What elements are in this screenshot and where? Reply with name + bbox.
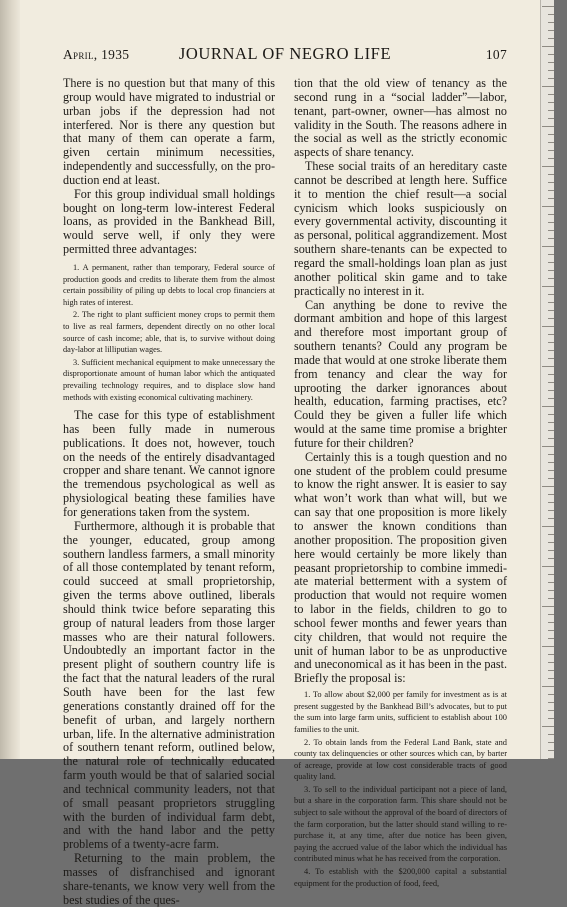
ruler-tick (548, 614, 554, 615)
ruler-tick (548, 310, 554, 311)
ruler-tick (542, 86, 554, 87)
ruler-tick (548, 230, 554, 231)
book-gutter (0, 0, 20, 759)
list-item: 2. The right to plant sufficient money crops to permit them to live as real farmers, dependent directly on no other local source of cash income; able, that is, to survive without doing day-labor at lilliputian wages. (63, 310, 275, 355)
ruler-tick (548, 734, 554, 735)
paragraph: Furthermore, although it is probable that the younger, educated, group among southern landless farmers, a small minority of all those contemplated by tenant reform, could succeed at small proprietorship, given the terms above outlined, liberals should think twice before separating this group of natural leaders from those larger masses who are their natural followers. Undoubtedly an important factor in the present plight of southern country life is the fact that the natural leaders of the rural South have been for the last few generations constantly drained off for the benefit of urban, and largely northern urban, life. In the alternative administration of southern tenant reform, outlined below, the natural role of technically educated farm youth would be that of salaried social and technical community leaders, not that of small peasant proprietors struggling with the burden of individual farm debt, and with the hand labor and the petty problems of a twenty-acre farm. (63, 518, 275, 852)
ruler-tick (542, 326, 554, 327)
ruler-tick (548, 150, 554, 151)
ruler-tick (548, 414, 554, 415)
ruler-tick (548, 742, 554, 743)
ruler-tick (542, 46, 554, 47)
ruler-tick (548, 502, 554, 503)
ruler-tick (548, 462, 554, 463)
ruler-tick (542, 126, 554, 127)
ruler-tick (548, 558, 554, 559)
ruler-tick (548, 62, 554, 63)
ruler-tick (548, 174, 554, 175)
ruler-tick (548, 710, 554, 711)
ruler-tick (548, 510, 554, 511)
ruler-tick (548, 382, 554, 383)
numbered-list (63, 262, 275, 403)
ruler-tick (542, 166, 554, 167)
ruler-tick (548, 638, 554, 639)
ruler-tick (548, 750, 554, 751)
paragraph: For this group individual small holdings bought on long-term low-interest Federal loans, as provided in the Bankhead Bill, would serve well, if only they were permitted three advantages: (63, 186, 275, 257)
ruler-tick (548, 494, 554, 495)
ruler-tick (548, 54, 554, 55)
ruler-tick (548, 102, 554, 103)
ruler-tick (548, 38, 554, 39)
ruler-tick (542, 446, 554, 447)
ruler-tick (548, 550, 554, 551)
paragraph: There is no question but that many of this group would have migrated to industrial or urban jobs if the depression had not interfered. Nor is there any question but that many of them can operate a farm, given certain minimum necessities, independently and successfully, on the production end at least. (63, 76, 275, 187)
paragraph: Returning to the main problem, the masses of disfranchised and ignorant share-tenants, we know very well from the best studies of the ques- (63, 851, 275, 907)
ruler-tick (548, 78, 554, 79)
ruler-tick (548, 318, 554, 319)
ruler-tick (542, 6, 554, 7)
ruler-tick (548, 342, 554, 343)
list-item: 2. To obtain lands from the Federal Land Bank, state and county tax delinquencies or other sources which can, by barter of acreage, provide at low cost considerable tracts of good quality land. (294, 737, 507, 782)
ruler-tick (548, 22, 554, 23)
journal-title: JOURNAL OF NEGRO LIFE (178, 44, 392, 63)
ruler-tick (548, 110, 554, 111)
ruler-tick (548, 254, 554, 255)
ruler-tick (542, 366, 554, 367)
ruler-tick (548, 158, 554, 159)
ruler-tick (542, 526, 554, 527)
ruler-tick (548, 30, 554, 31)
ruler-tick (548, 374, 554, 375)
running-header (63, 44, 507, 65)
list-item: 3. To sell to the individual participant not a piece of land, but a share in the corporation farm. This share should not be subject to sale without the approval of the board of directors of the farm corporation, but the latter should stand willing to repurchase it, at any time, after due notice has been given, paying the accrued value of the labor which the individual has contributed minus what he has received from the corporation. (294, 784, 507, 864)
ruler-tick (548, 518, 554, 519)
ruler-tick (548, 222, 554, 223)
ruler-tick (542, 486, 554, 487)
ruler-tick (542, 406, 554, 407)
ruler-tick (542, 646, 554, 647)
ruler-tick (548, 182, 554, 183)
ruler-tick (548, 678, 554, 679)
ruler-tick (542, 206, 554, 207)
scan-ruler (540, 0, 554, 759)
right-column (294, 77, 507, 895)
paragraph: The case for this type of establishment has been fully made in numerous publications. It does not, however, touch on the needs of the entirely disadvantaged cropper and share tenant. We cannot ignore the tremendous psychological as well as physiological beating these families have for generations taken from the system. (63, 408, 275, 519)
list-item: 1. A permanent, rather than temporary, Federal source of production goods and credits to liberate them from the almost certain possibility of piling up debts to local crop financiers at high rates of interest. (63, 262, 275, 307)
ruler-tick (548, 270, 554, 271)
ruler-tick (548, 430, 554, 431)
ruler-tick (548, 454, 554, 455)
ruler-tick (548, 590, 554, 591)
proposal-list (294, 689, 507, 889)
ruler-tick (548, 654, 554, 655)
ruler-tick (548, 142, 554, 143)
list-item: 1. To allow about $2,000 per family for investment as is at present suggested by the Bankhead Bill’s advocates, but to put the sum into large farm units, sufficient to establish about 100 families to the unit. (294, 690, 507, 734)
ruler-tick (548, 542, 554, 543)
ruler-tick (548, 358, 554, 359)
ruler-tick (548, 398, 554, 399)
ruler-tick (548, 718, 554, 719)
ruler-tick (548, 14, 554, 15)
ruler-tick (548, 478, 554, 479)
ruler-tick (548, 134, 554, 135)
ruler-tick (548, 694, 554, 695)
ruler-tick (548, 390, 554, 391)
paragraph: Can anything be done to revive the dormant ambition and hope of this largest and therefore most important group of southern tenants? Could any program be made that would at one stroke liberate them from tenancy and clear the way for uprooting the darker ignorances about health, education, farming practises, etc? Could they be given a fuller life which would at the same time promise a brighter future for their children? (294, 297, 507, 450)
ruler-tick (548, 238, 554, 239)
ruler-tick (548, 438, 554, 439)
paragraph: These social traits of an hereditary caste cannot be described at length here. Suffice it to mention the chief result—a social cynicism which looks suspiciously on every governmental activity, discounting it as personal, political aggrandizement. Most southern share-tenants can be expected to regard the small-holdings loan plan as just another political skin game and to take practically no interest in it. (294, 159, 507, 298)
left-column (63, 77, 275, 907)
ruler-tick (548, 422, 554, 423)
ruler-tick (548, 302, 554, 303)
list-item: 4. To establish with the $200,000 capital a substantial equipment for the production of food, feed, (294, 867, 507, 888)
ruler-tick (548, 470, 554, 471)
ruler-tick (548, 758, 554, 759)
ruler-tick (548, 278, 554, 279)
ruler-tick (542, 686, 554, 687)
ruler-tick (548, 334, 554, 335)
ruler-tick (548, 118, 554, 119)
ruler-tick (548, 214, 554, 215)
list-item: 3. Sufficient mechanical equipment to make unnecessary the disproportionate amount of human labor which the antiquated prevailing technology requires, and to displace slow hand methods with existing economical cultivating machinery. (63, 357, 275, 402)
ruler-tick (548, 598, 554, 599)
ruler-tick (542, 286, 554, 287)
ruler-tick (542, 246, 554, 247)
page-number: 107 (485, 47, 507, 62)
ruler-tick (548, 190, 554, 191)
ruler-tick (548, 630, 554, 631)
ruler-tick (548, 670, 554, 671)
ruler-tick (548, 94, 554, 95)
ruler-tick (548, 350, 554, 351)
ruler-tick (548, 582, 554, 583)
ruler-tick (548, 574, 554, 575)
ruler-tick (548, 262, 554, 263)
paragraph: Certainly this is a tough question and no one student of the problem could presume to know the right answer. It is easier to say what won’t work than what will, but we can say that one proposition is more likely to answer the known conditions than another proposition. The proposition given here would certainly be more likely than peasant proprietorship to combine immediate material betterment with a system of production that would not require women to labor in the fields, children to go to school fewer months and fewer years than city children, that would not require the unit of human labor to be as unproductive and uneconomical as it has been in the past. Briefly the proposal is: (294, 449, 507, 686)
ruler-tick (542, 726, 554, 727)
ruler-tick (548, 622, 554, 623)
paragraph: tion that the old view of tenancy as the second rung in a “social ladder”—labor, tenant, part-owner, owner—has almost no validity in the South. The reasons adhere in the social as well as the strictly economic aspects of share tenancy. (294, 76, 507, 160)
ruler-tick (548, 198, 554, 199)
journal-page (20, 0, 554, 907)
ruler-tick (548, 702, 554, 703)
ruler-tick (542, 606, 554, 607)
ruler-tick (548, 534, 554, 535)
ruler-tick (548, 294, 554, 295)
ruler-tick (548, 662, 554, 663)
ruler-tick (542, 566, 554, 567)
issue-date: April, 1935 (63, 47, 130, 62)
ruler-tick (548, 70, 554, 71)
